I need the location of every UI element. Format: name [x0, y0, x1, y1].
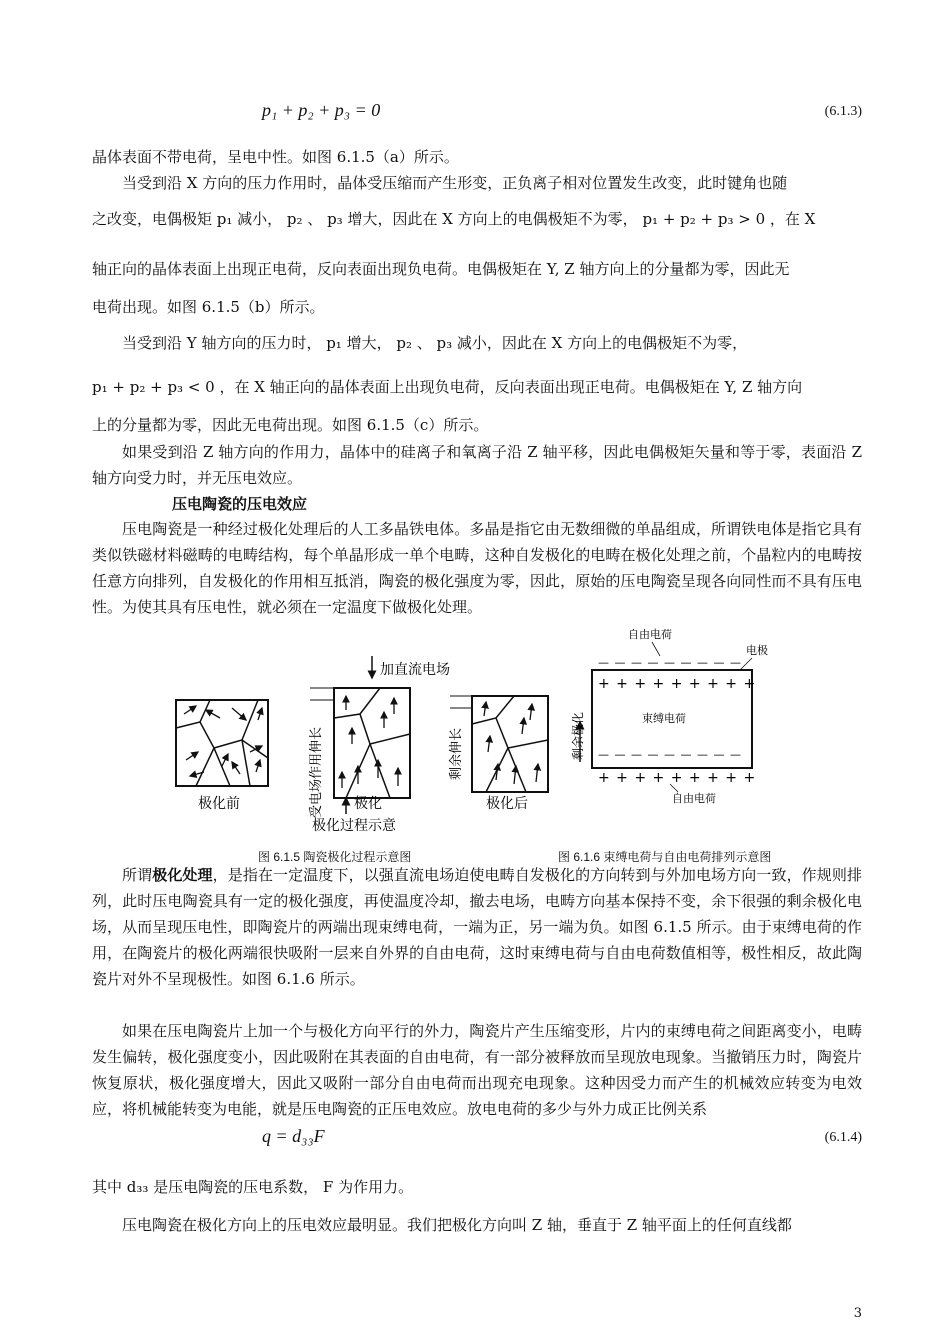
paragraph-line: 上的分量都为零，因此无电荷出现。如图 6.1.5（c）所示。	[92, 416, 489, 434]
plus-row-bottom: + + + + + + + + +	[598, 770, 757, 786]
paragraph-line: p₁ + p₂ + p₃ < 0 ，在 X 轴正向的晶体表面上出现负电荷，反向表面出现正电荷。电偶极矩在 Y, Z 轴方向	[92, 378, 803, 396]
equation-6-1-3: p₁ + p₂ + p₃ = 0	[262, 100, 381, 120]
remain-label: 剩余伸长	[449, 727, 464, 780]
before-label: 极化前	[198, 796, 240, 812]
minus-row-top: — — — — — — — — —	[598, 656, 742, 669]
paragraph: 如果在压电陶瓷片上加一个与极化方向平行的外力，陶瓷片产生压缩变形，片内的束缚电荷之间距离变小，电畴发生偏转，极化强度变小，因此吸附在其表面的自由电荷，有一部分被释放而呈现放电现象。当撤销压力时，陶瓷片恢复原状，极化强度增大，因此又吸附一部分自由电荷而出现充电现象。这种因受力而产生的机械效应转变为电效应，将机械能转变为电能，就是压电陶瓷的正压电效应。放电电荷的多少与外力成正比例关系	[92, 1022, 862, 1118]
paragraph: 其中 d₃₃ 是压电陶瓷的压电系数， F 为作用力。	[92, 1178, 414, 1196]
figure-caption-6-1-5: 图 6.1.5 陶瓷极化过程示意图	[258, 850, 412, 864]
bold-term: 极化处理	[152, 866, 213, 884]
section-heading: 压电陶瓷的压电效应	[172, 495, 308, 513]
after-label: 极化后	[486, 796, 528, 812]
after-polarization-box	[472, 696, 548, 792]
paragraph-line: 当受到沿 X 方向的压力作用时，晶体受压缩而产生形变，正负离子相对位置发生改变，此时键角也随	[122, 174, 788, 192]
minus-row-inner: — — — — — — — — —	[598, 748, 742, 761]
field-label: 加直流电场	[380, 662, 450, 678]
paragraph: 如果受到沿 Z 轴方向的作用力，晶体中的硅离子和氧离子沿 Z 轴平移，因此电偶极矩矢量和等于零，表面沿 Z 轴方向受力时，并无压电效应。	[92, 443, 862, 487]
process-label: 极化过程示意	[312, 818, 396, 834]
paragraph: 压电陶瓷在极化方向上的压电效应最明显。我们把极化方向叫 Z 轴，垂直于 Z 轴平面上的任何直线都	[122, 1216, 792, 1234]
plus-row-top: + + + + + + + + +	[598, 676, 757, 692]
equation-number: (6.1.4)	[824, 1130, 862, 1145]
remnant-polarization-label: 剩余极化	[571, 711, 585, 760]
before-polarization-box	[176, 700, 268, 786]
paragraph: 晶体表面不带电荷，呈电中性。如图 6.1.5（a）所示。	[92, 148, 459, 166]
paragraph: 所谓极化处理，是指在一定温度下，以强直流电场迫使电畴自发极化的方向转到与外加电场方向一致，作规则排列，此时压电陶瓷具有一定的极化强度，再使温度冷却，撤去电场，电畴方向基本保持不变，余下很强的剩余极化电场，从而呈现压电性，即陶瓷片的两端出现束缚电荷，一端为正，另一端为负。如图 6.1.5 所示。由于束缚电荷的作用，在陶瓷片的极化两端很快吸附一层来自外界的自由电荷，这时束缚电荷与自由电荷数值相等，极性相反，故此陶瓷片对外不呈现极性。如图 6.1.6 所示。	[92, 866, 862, 988]
free-charge-top-label: 自由电荷	[628, 628, 672, 641]
stretch-label: 受电场作用伸长	[309, 726, 324, 818]
bound-free-charge-figure	[560, 622, 800, 812]
during-label: 极化	[354, 796, 382, 812]
free-charge-bottom-label: 自由电荷	[672, 792, 716, 805]
page-number: 3	[853, 1306, 862, 1321]
paragraph-line: 当受到沿 Y 轴方向的压力时， p₁ 增大， p₂ 、 p₃ 减小，因此在 X 方向上的电偶极矩不为零，	[122, 334, 748, 352]
paragraph-line: 电荷出现。如图 6.1.5（b）所示。	[92, 298, 325, 316]
paragraph-line: 轴正向的晶体表面上出现正电荷，反向表面出现负电荷。电偶极矩在 Y, Z 轴方向上的分量都为零，因此无	[92, 260, 790, 278]
polarization-process-figure	[170, 648, 580, 838]
paragraph: 压电陶瓷是一种经过极化处理后的人工多晶铁电体。多晶是指它由无数细微的单晶组成，所谓铁电体是指它具有类似铁磁材料磁畴的电畴结构，每个单晶形成一单个电畴，这种自发极化的电畴在极化处理之前，个晶粒内的电畴按任意方向排列，自发极化的作用相互抵消，陶瓷的极化强度为零，因此，原始的压电陶瓷呈现各向同性而不具有压电性。为使其具有压电性，就必须在一定温度下做极化处理。	[92, 520, 862, 616]
electrode-label: 电极	[746, 644, 768, 657]
equation-number: (6.1.3)	[824, 104, 862, 119]
equation-6-1-4: q = d₃₃F	[262, 1126, 325, 1146]
during-polarization-box	[334, 656, 410, 814]
bound-charge-label: 束缚电荷	[642, 712, 686, 725]
figure-caption-6-1-6: 图 6.1.6 束缚电荷与自由电荷排列示意图	[558, 850, 772, 864]
paragraph-line: 之改变，电偶极矩 p₁ 减小， p₂ 、 p₃ 增大，因此在 X 方向上的电偶极矩不为零， p₁ + p₂ + p₃ > 0 ，在 X	[92, 210, 816, 228]
